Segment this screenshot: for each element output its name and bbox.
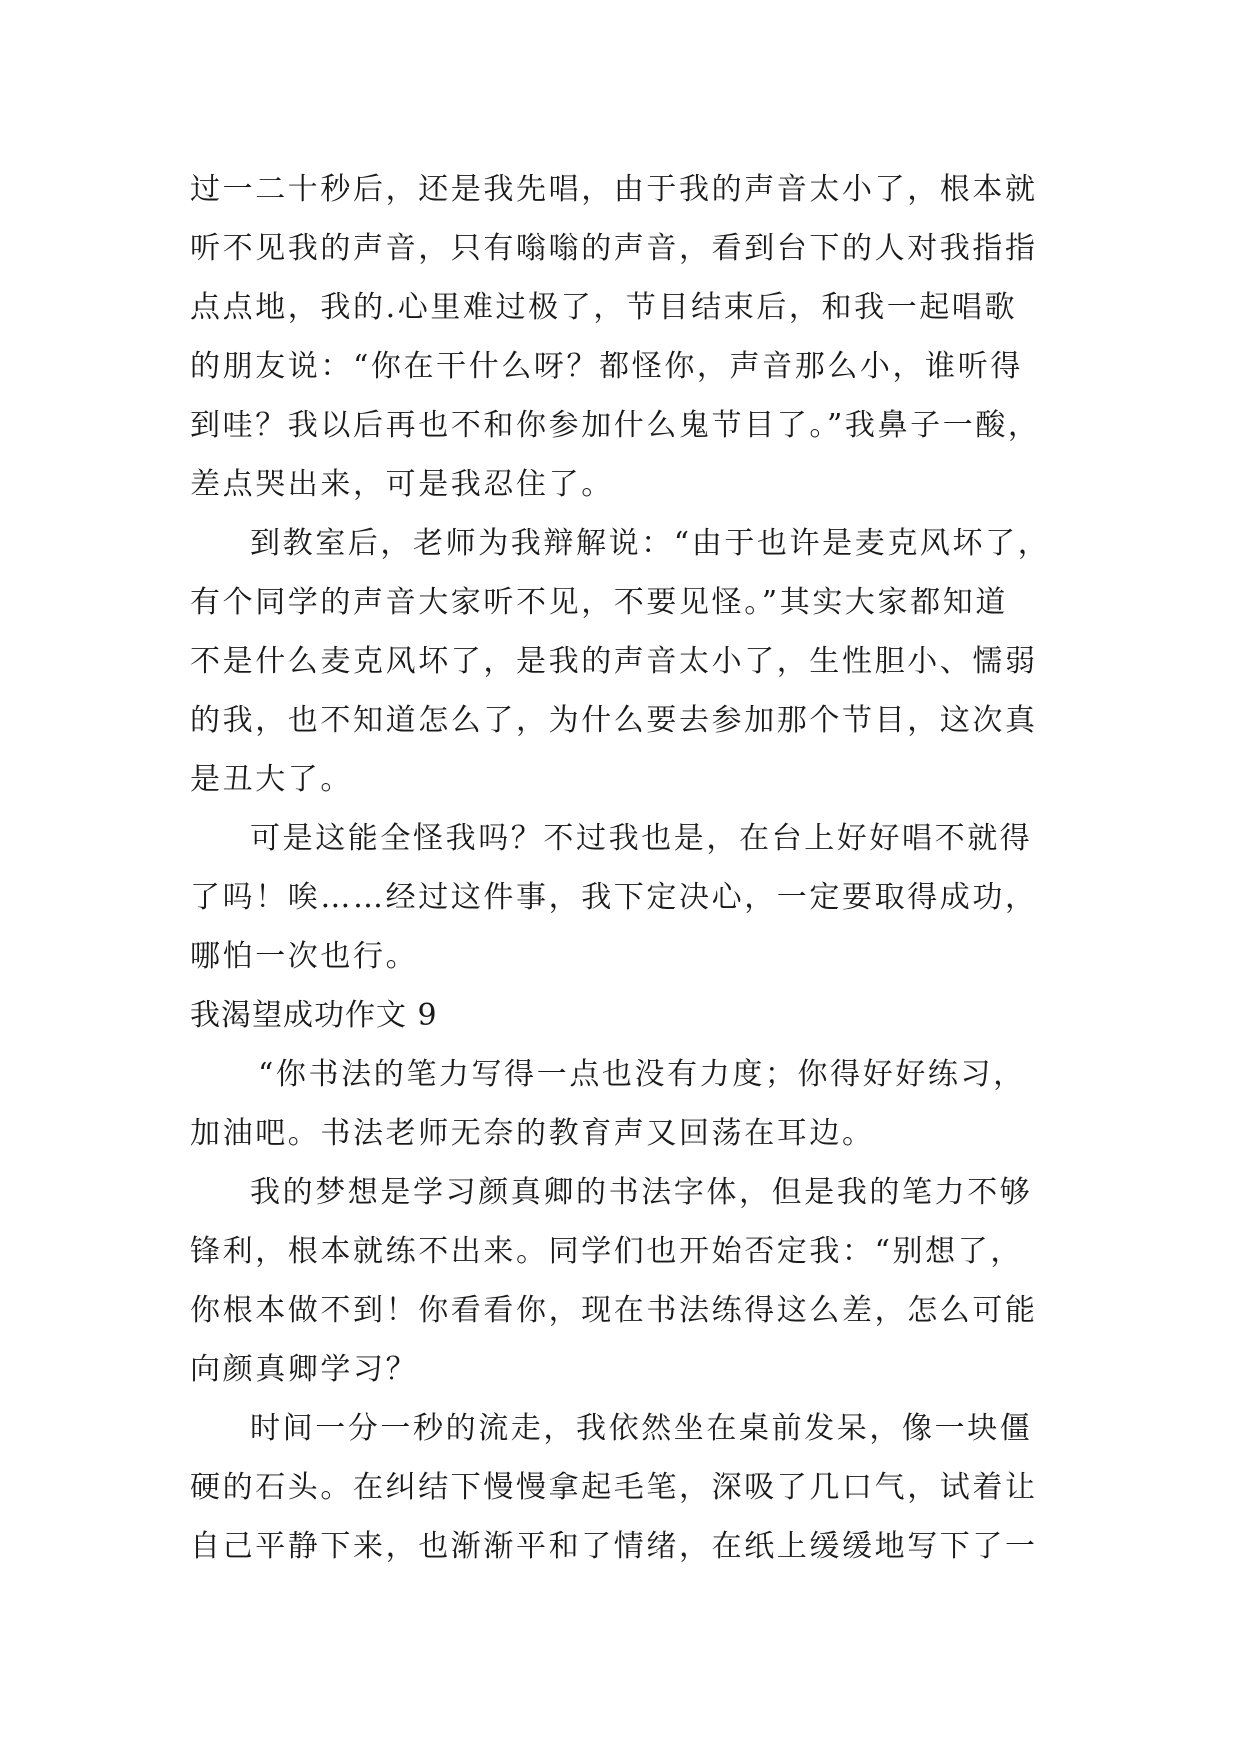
text-line: 了吗！唉……经过这件事，我下定决心，一定要取得成功，	[190, 880, 1038, 915]
text-line: 你根本做不到！你看看你，现在书法练得这么差，怎么可能	[190, 1293, 1038, 1328]
text-line: 有个同学的声音大家听不见，不要见怪。”其实大家都知道	[190, 585, 1008, 620]
text-line: 的朋友说：“你在干什么呀？都怪你，声音那么小，谁听得	[190, 349, 1023, 384]
text-line: 不是什么麦克风坏了，是我的声音太小了，生性胆小、懦弱	[190, 644, 1038, 679]
text-line: 是丑大了。	[190, 762, 353, 797]
text-line: 时间一分一秒的流走，我依然坐在桌前发呆，像一块僵	[250, 1411, 1033, 1446]
text-line: 我的梦想是学习颜真卿的书法字体，但是我的笔力不够	[250, 1175, 1033, 1210]
text-line: “你书法的笔力写得一点也没有力度；你得好好练习，	[258, 1057, 1026, 1092]
text-line: 哪怕一次也行。	[190, 939, 419, 974]
text-line: 硬的石头。在纠结下慢慢拿起毛笔，深吸了几口气，试着让	[190, 1470, 1038, 1505]
text-line: 到教室后，老师为我辩解说：“由于也许是麦克风坏了，	[250, 526, 1051, 561]
essay-body	[190, 160, 1062, 1576]
text-line: 加油吧。书法老师无奈的教育声又回荡在耳边。	[190, 1116, 875, 1151]
text-line: 锋利，根本就练不出来。同学们也开始否定我：“别想了，	[190, 1234, 1023, 1269]
text-line: 的我，也不知道怎么了，为什么要去参加那个节目，这次真	[190, 703, 1038, 738]
text-line: 过一二十秒后，还是我先唱，由于我的声音太小了，根本就	[190, 172, 1038, 207]
text-line: 自己平静下来，也渐渐平和了情绪，在纸上缓缓地写下了一	[190, 1529, 1038, 1564]
text-line: 可是这能全怪我吗？不过我也是，在台上好好唱不就得	[250, 821, 1033, 856]
section-heading: 我渴望成功作文 9	[190, 998, 438, 1033]
text-line: 听不见我的声音，只有嗡嗡的声音，看到台下的人对我指指	[190, 231, 1038, 266]
text-line: 差点哭出来，可是我忍住了。	[190, 467, 614, 502]
text-line: 到哇？我以后再也不和你参加什么鬼节目了。”我鼻子一酸，	[190, 408, 1041, 443]
text-line: 点点地，我的.心里难过极了，节目结束后，和我一起唱歌	[190, 290, 1018, 325]
text-line: 向颜真卿学习？	[190, 1352, 419, 1387]
